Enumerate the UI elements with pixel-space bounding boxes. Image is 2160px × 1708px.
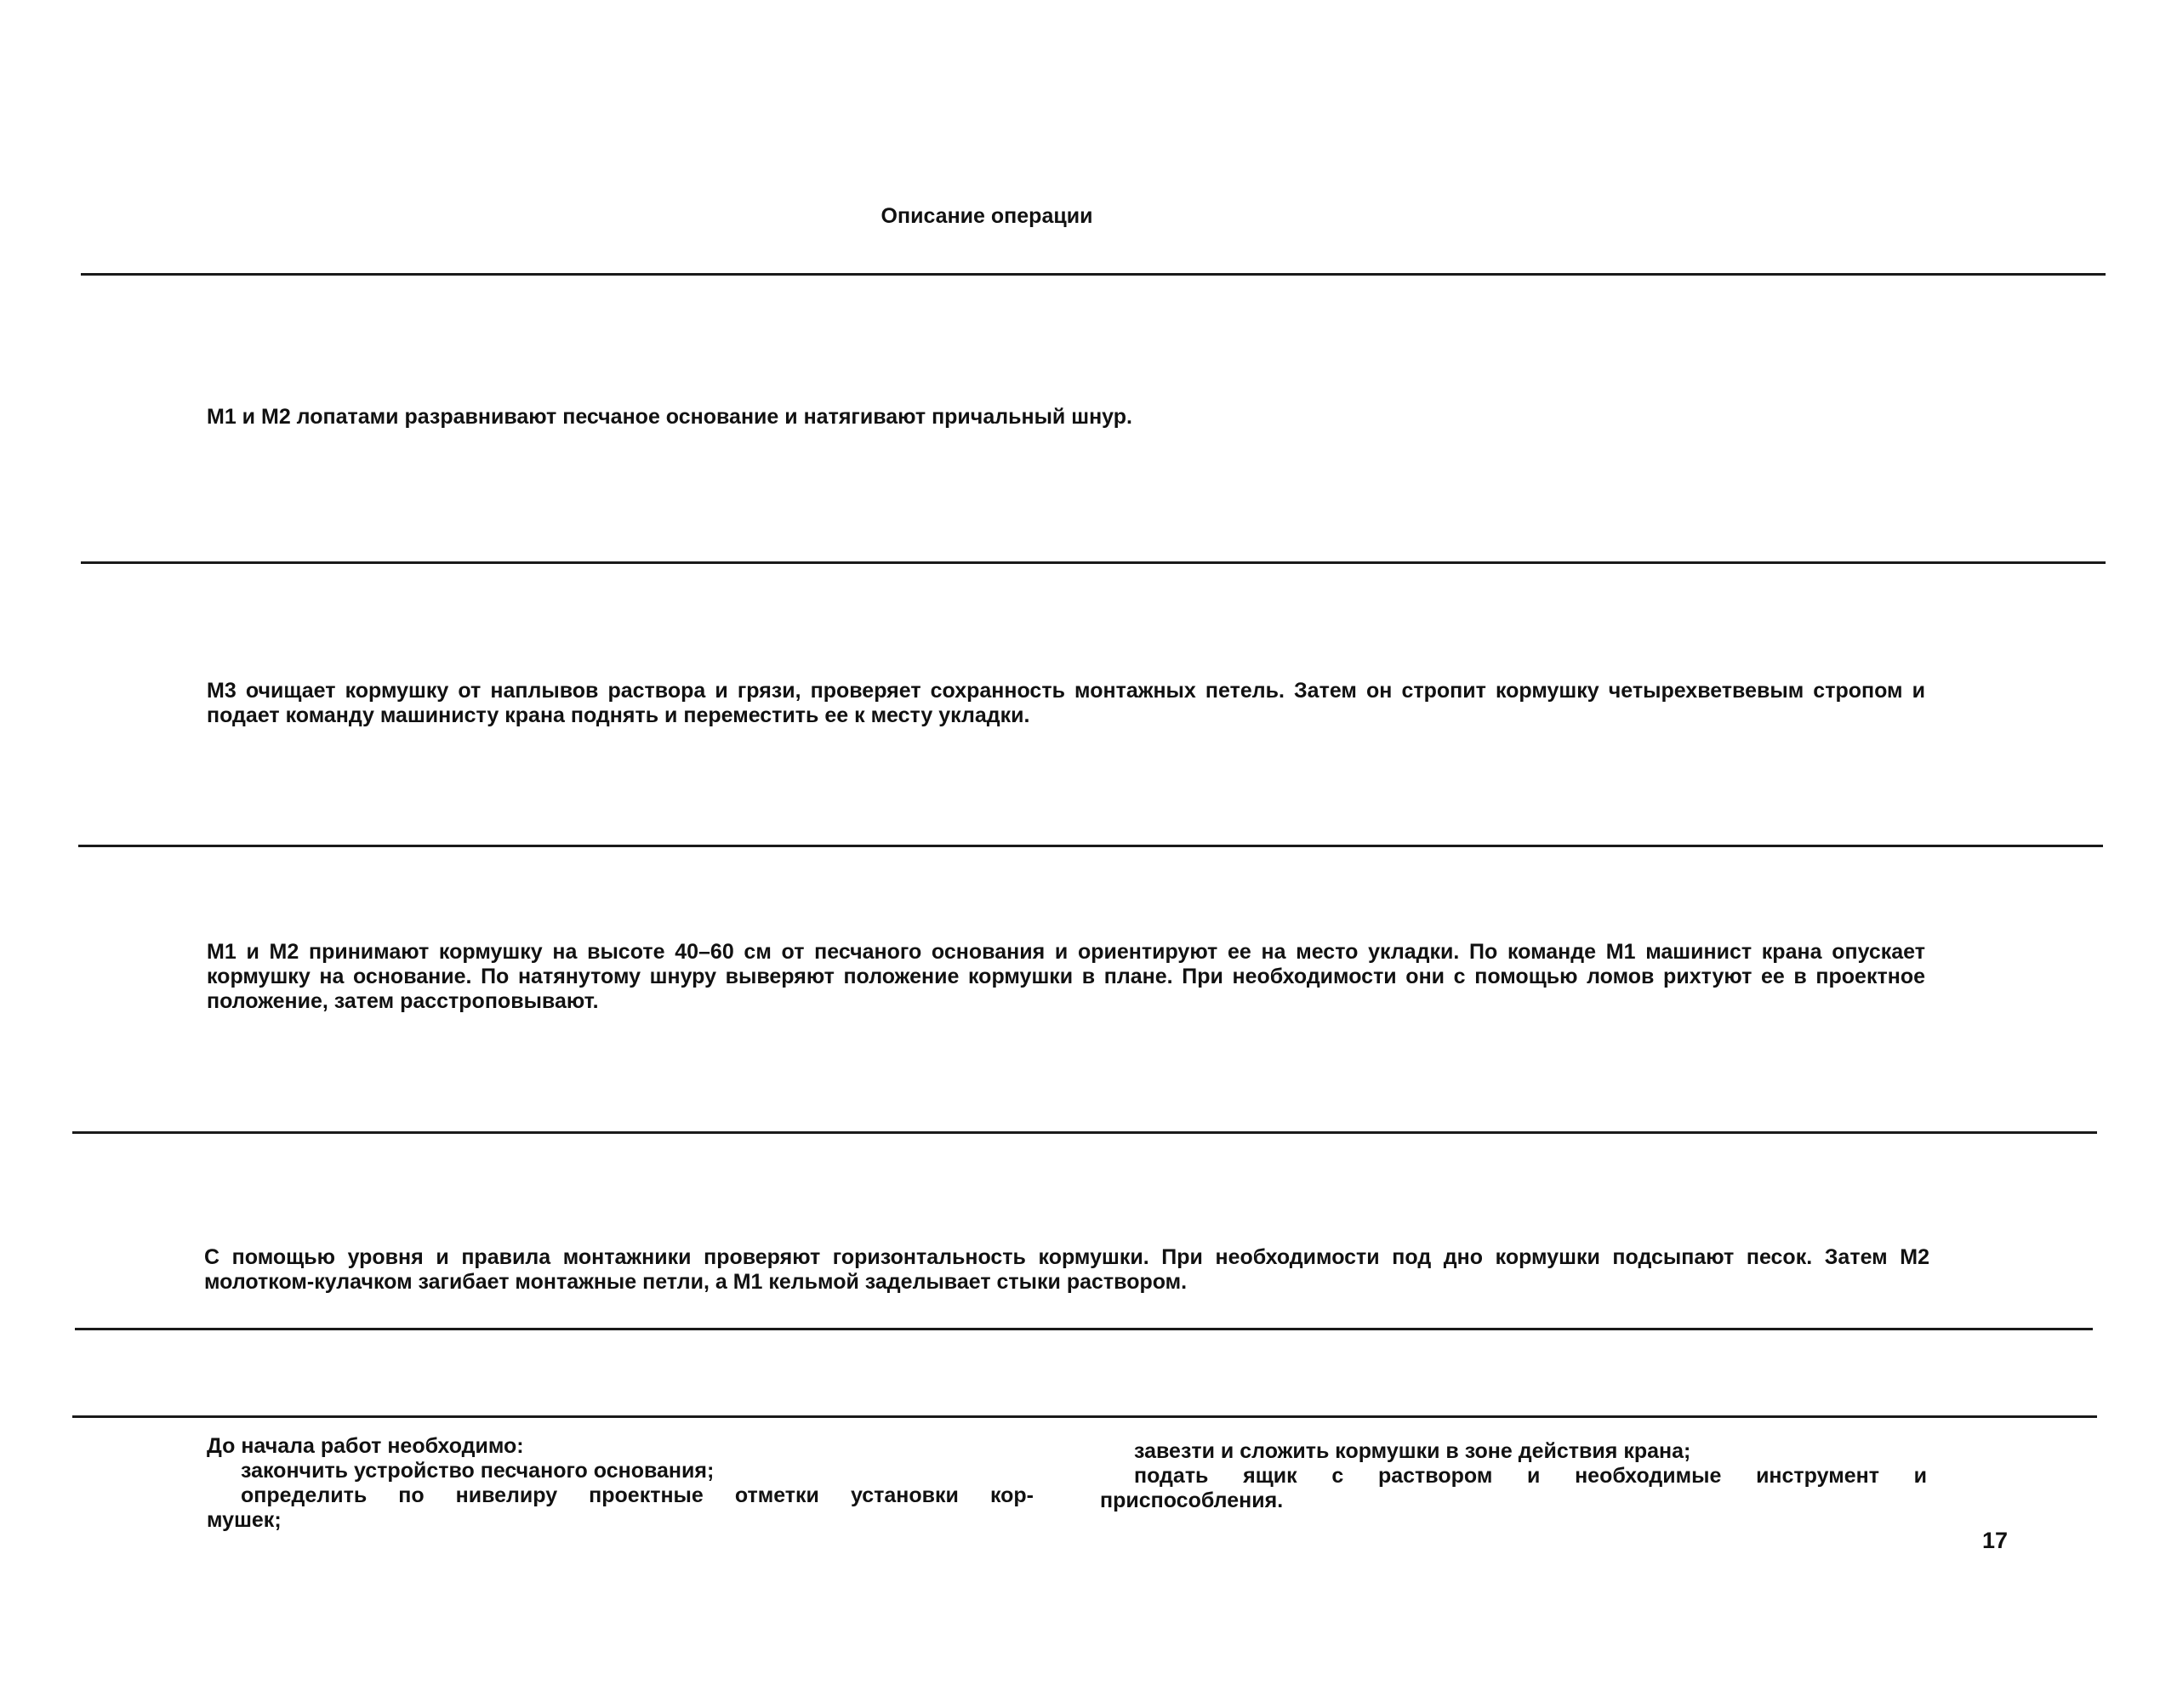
prerequisite-item-continuation: приспособления. [1100, 1489, 1284, 1512]
divider-line [72, 1131, 2097, 1134]
prerequisite-item: определить по нивелиру проектные отметки установки кор- [241, 1483, 1034, 1507]
divider-line [72, 1415, 2097, 1418]
prerequisites-left-column [207, 1434, 1034, 1533]
divider-line [75, 1328, 2093, 1330]
operation-step-3: М1 и М2 принимают кормушку на высоте 40–60 см от песчаного основания и ориентируют ее на место укладки. По команде М1 машинист крана опускает кормушку на основание. По натянутому шнуру выверяют положение кормушки в плане. При необходимости они с помощью ломов рихтуют ее в проектное положение, затем расстроповывают. [207, 940, 1925, 1013]
prerequisite-item-continuation: мушек; [207, 1508, 282, 1532]
page-title: Описание операции [881, 204, 1093, 228]
divider-line [81, 561, 2106, 564]
divider-line [81, 273, 2106, 276]
prerequisites-heading: До начала работ необходимо: [207, 1434, 524, 1458]
prerequisites-right-column [1100, 1439, 1927, 1513]
operation-step-1: М1 и М2 лопатами разравнивают песчаное основание и натягивают причальный шнур. [207, 405, 1132, 429]
prerequisite-item: закончить устройство песчаного основания; [241, 1459, 715, 1483]
operation-step-4: С помощью уровня и правила монтажники проверяют горизонтальность кормушки. При необходимости под дно кормушки подсыпают песок. Затем М2 молотком-кулачком загибает монтажные петли, а М1 кельмой заделывает стыки раствором. [204, 1245, 1929, 1294]
operation-step-2: М3 очищает кормушку от наплывов раствора и грязи, проверяет сохранность монтажных петель. Затем он стропит кормушку четырехветвевым стропом и подает команду машинисту крана поднять и переместить ее к месту укладки. [207, 679, 1925, 727]
prerequisite-item: завезти и сложить кормушки в зоне действия крана; [1134, 1439, 1691, 1463]
divider-line [78, 845, 2103, 847]
page-number: 17 [1981, 1528, 2008, 1553]
prerequisite-item: подать ящик с раствором и необходимые инструмент и [1134, 1464, 1927, 1488]
